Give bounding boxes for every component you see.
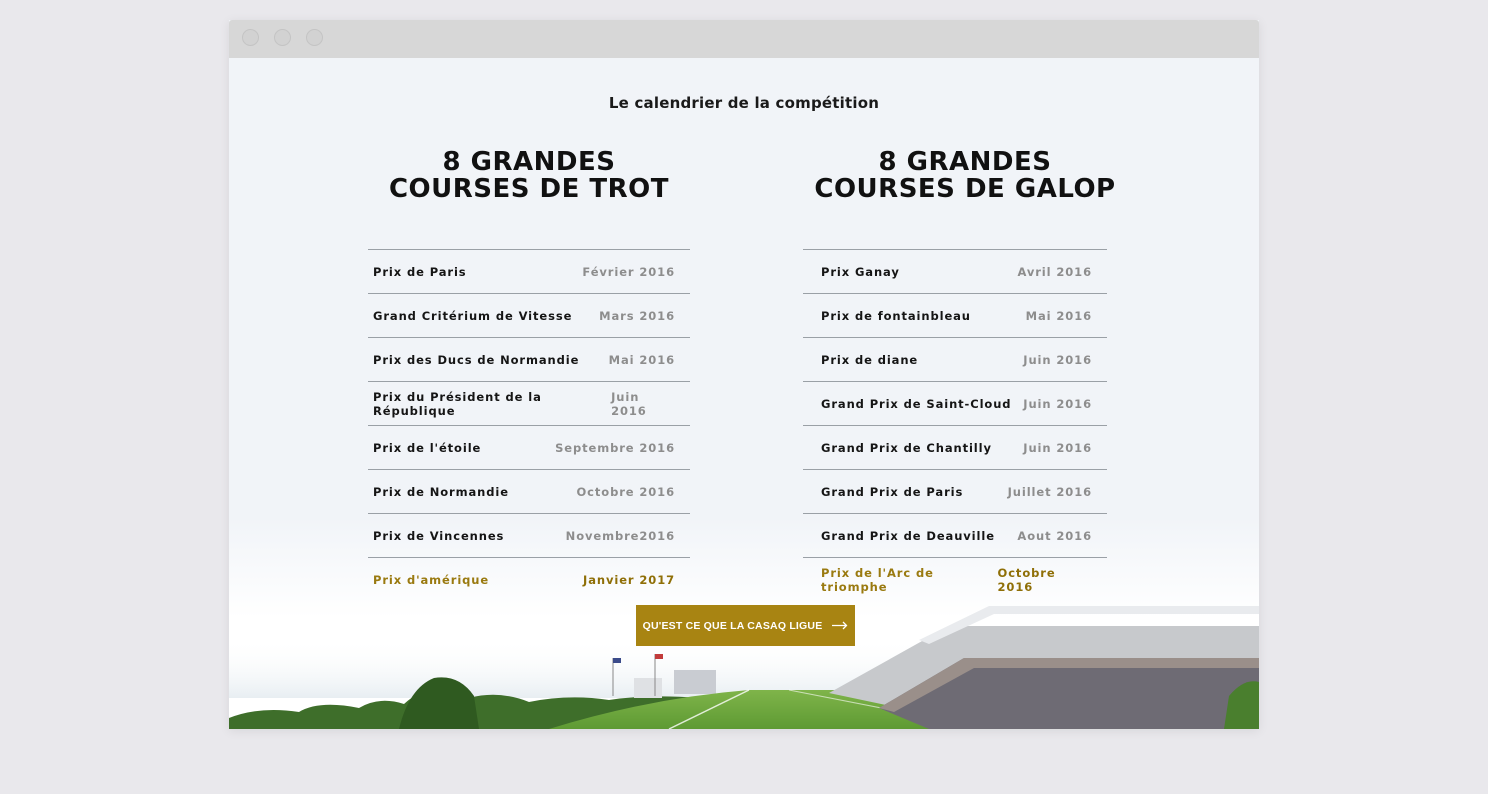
galop-race-row [803, 250, 1107, 294]
race-name: Prix de l'Arc de triomphe [821, 565, 934, 594]
galop-race-row [803, 426, 1107, 470]
galop-race-row [803, 382, 1107, 426]
race-name: Prix des Ducs de Normandie [373, 352, 580, 367]
galop-race-row [803, 514, 1107, 558]
window-titlebar [229, 20, 1259, 58]
trot-heading-line1: 8 GRANDES [442, 147, 616, 177]
galop-race-list [803, 249, 1107, 601]
race-name: Prix du Président de la République [373, 389, 542, 418]
race-date: Avril 2016 [1017, 264, 1092, 279]
race-date: Octobre 2016 [576, 484, 675, 499]
trot-race-list [368, 249, 690, 601]
race-date: Juin 2016 [611, 389, 647, 418]
distant-building [634, 678, 662, 698]
race-name: Prix d'amérique [373, 572, 490, 587]
trot-race-row [368, 338, 690, 382]
race-name: Prix de Vincennes [373, 528, 505, 543]
race-date: Mars 2016 [599, 308, 675, 323]
galop-heading-line2: COURSES DE GALOP [814, 174, 1116, 204]
trot-race-row [368, 470, 690, 514]
race-name: Grand Critérium de Vitesse [373, 308, 573, 323]
window-minimize-dot[interactable] [274, 29, 291, 46]
race-date: Juin 2016 [1023, 352, 1092, 367]
trot-race-row [368, 426, 690, 470]
page-content [229, 58, 1259, 729]
race-date: Aout 2016 [1017, 528, 1092, 543]
race-name: Prix de Normandie [373, 484, 509, 499]
galop-race-row [803, 338, 1107, 382]
galop-race-row [803, 470, 1107, 514]
race-name: Prix de Paris [373, 264, 467, 279]
trot-race-row [368, 514, 690, 558]
race-date: Octobre 2016 [997, 565, 1056, 594]
race-name: Prix de fontainbleau [821, 308, 971, 323]
racecourse-illustration [229, 578, 1259, 729]
galop-heading [803, 149, 1127, 203]
browser-window [229, 20, 1259, 729]
race-date: Mai 2016 [608, 352, 675, 367]
race-date: Février 2016 [582, 264, 675, 279]
race-name: Grand Prix de Chantilly [821, 440, 992, 455]
race-name: Prix Ganay [821, 264, 900, 279]
window-maximize-dot[interactable] [306, 29, 323, 46]
arrow-right-icon [832, 621, 848, 630]
race-name: Prix de l'étoile [373, 440, 482, 455]
race-date: Juin 2016 [1023, 396, 1092, 411]
race-name: Prix de diane [821, 352, 919, 367]
distant-building [674, 670, 716, 694]
trot-race-row [368, 250, 690, 294]
race-name: Grand Prix de Deauville [821, 528, 995, 543]
trot-heading [368, 149, 690, 203]
flag [613, 658, 621, 663]
race-date: Novembre2016 [565, 528, 675, 543]
race-date: Mai 2016 [1025, 308, 1092, 323]
race-name: Grand Prix de Saint-Cloud [821, 396, 1012, 411]
trot-heading-line2: COURSES DE TROT [388, 174, 670, 204]
race-date: Juillet 2016 [1007, 484, 1092, 499]
race-date: Septembre 2016 [555, 440, 675, 455]
trot-race-row [368, 294, 690, 338]
galop-race-row [803, 294, 1107, 338]
page-subtitle: Le calendrier de la compétition [608, 94, 880, 112]
race-date: Juin 2016 [1023, 440, 1092, 455]
trot-race-row [368, 382, 690, 426]
flag [655, 654, 663, 659]
cta-label: QU'EST CE QUE LA CASAQ LIGUE [642, 619, 823, 632]
casaq-ligue-button[interactable] [636, 605, 855, 646]
window-close-dot[interactable] [242, 29, 259, 46]
race-date: Janvier 2017 [583, 572, 675, 587]
race-name: Grand Prix de Paris [821, 484, 964, 499]
galop-heading-line1: 8 GRANDES [878, 147, 1052, 177]
